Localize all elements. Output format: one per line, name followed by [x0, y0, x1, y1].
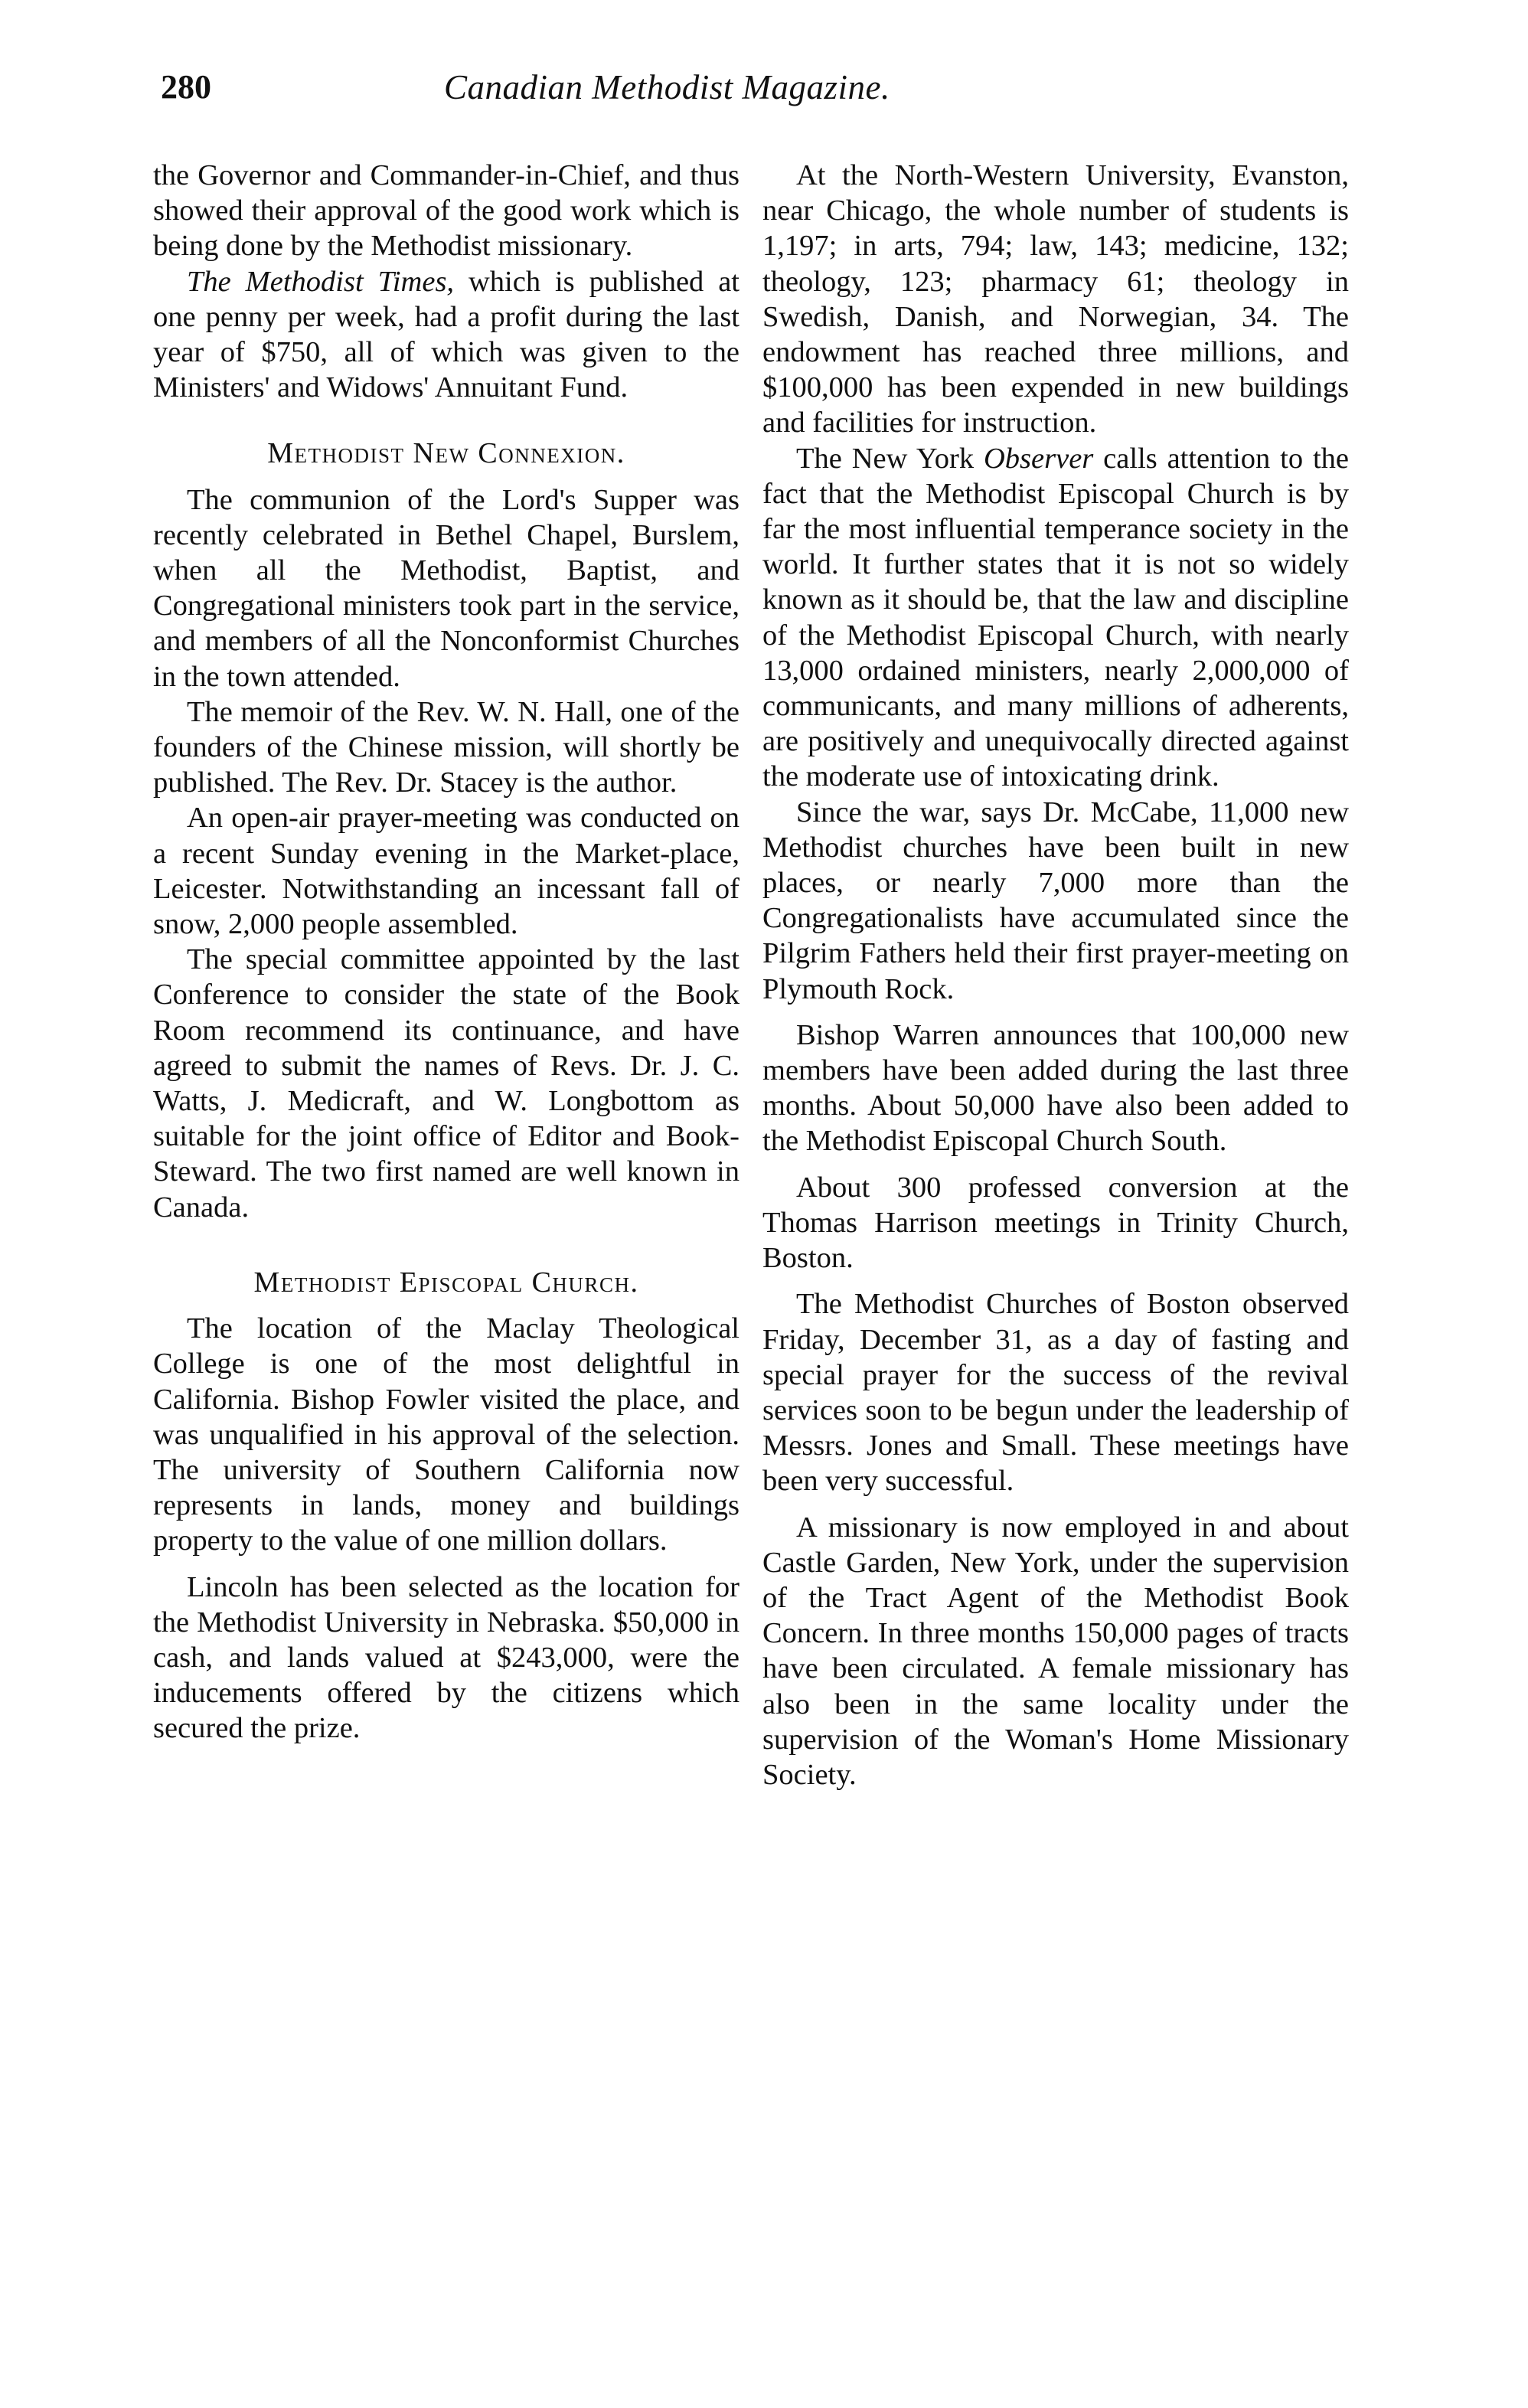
paragraph-text: which is published at one penny per week, had a profit during the last year of $750, all of which was given to the Ministers' and Widows' Annuitant Fund. — [153, 265, 740, 404]
paragraph: At the North-Western University, Evanston, near Chicago, the whole number of students is 1,197; in arts, 794; law, 143; medicine, 132; theology, 123; pharmacy 61; theology in Swedish, Danish, and Norwegian, 34. The endowment has reached three millions, and $100,000 has been expended in new buildings and facilities for instruction. — [762, 159, 1349, 439]
page-number: 280 — [161, 68, 211, 106]
paragraph — [153, 264, 740, 406]
paragraph-text: calls attention to the fact that the Methodist Episcopal Church is by far the most influential temperance society in the world. It further states that it is not so widely known as it should be, that the law and discipline of the Methodist Episcopal Church, with nearly 13,000 ordained ministers, nearly 2,000,000 of communicants, and many millions of adherents, are positively and unequivocally directed against the moderate use of intoxicating drink. — [762, 442, 1349, 793]
paragraph: About 300 professed conversion at the Thomas Harrison meetings in Trinity Church, Boston. — [762, 1171, 1349, 1275]
paragraph: The communion of the Lord's Supper was recently celebrated in Bethel Chapel, Burslem, when all the Methodist, Baptist, and Congregational ministers took part in the service, and members of all the Nonconformist Churches in the town attended. — [153, 483, 740, 693]
paragraph: The location of the Maclay Theological College is one of the most delightful in California. Bishop Fowler visited the place, and was unqualified in his approval of the selection. The university of Southern California now represents in lands, money and buildings property to the value of one million dollars. — [153, 1312, 740, 1557]
publication-title: The Methodist Times, — [187, 265, 455, 298]
paragraph: The Methodist Churches of Boston observed Friday, December 31, as a day of fasting and special prayer for the success of the revival services soon to be begun under the leadership of Messrs. Jones and Small. These meetings have been very successful. — [762, 1288, 1349, 1498]
paragraph: Since the war, says Dr. McCabe, 11,000 new Methodist churches have been built in new places, or nearly 7,000 more than the Congregationalists have accumulated since the Pilgrim Fathers held their first prayer-meeting on Plymouth Rock. — [762, 796, 1349, 1005]
section-heading: Methodist New Connexion. — [267, 437, 625, 470]
paragraph: the Governor and Commander-in-Chief, and thus showed their approval of the good work which is being done by the Methodist missionary. — [153, 159, 740, 263]
left-column — [153, 158, 740, 1746]
paragraph: A missionary is now employed in and about Castle Garden, New York, under the supervision of the Tract Agent of the Methodist Book Concern. In three months 150,000 pages of tracts have been circulated. A female missionary has also been in the same locality under the supervision of the Woman's Home Missionary Society. — [762, 1511, 1349, 1791]
paragraph: The memoir of the Rev. W. N. Hall, one of the founders of the Chinese mission, will shortly be published. The Rev. Dr. Stacey is the author. — [153, 695, 740, 799]
running-title: Canadian Methodist Magazine. — [444, 68, 890, 106]
publication-title: Observer — [984, 442, 1094, 475]
paragraph: The special committee appointed by the last Conference to consider the state of the Book Room recommend its continuance, and have agreed to submit the names of Revs. Dr. J. C. Watts, J. Medicraft, and W. Longbottom as suitable for the joint office of Editor and Book-Steward. The two first named are well known in Canada. — [153, 943, 740, 1224]
paragraph: Lincoln has been selected as the location for the Methodist University in Nebraska. $50,000 in cash, and lands valued at $243,000, were the inducements offered by the citizens which secured the prize. — [153, 1570, 740, 1745]
section-heading: Methodist Episcopal Church. — [253, 1266, 639, 1299]
paragraph — [762, 441, 1349, 795]
paragraph: Bishop Warren announces that 100,000 new members have been added during the last three months. About 50,000 have also been added to the Methodist Episcopal Church South. — [762, 1018, 1349, 1158]
paragraph: An open-air prayer-meeting was conducted on a recent Sunday evening in the Market-place, Leicester. Notwithstanding an incessant fall of snow, 2,000 people assembled. — [153, 802, 740, 941]
paragraph-text: The New York — [796, 442, 984, 475]
right-column — [762, 158, 1349, 1792]
